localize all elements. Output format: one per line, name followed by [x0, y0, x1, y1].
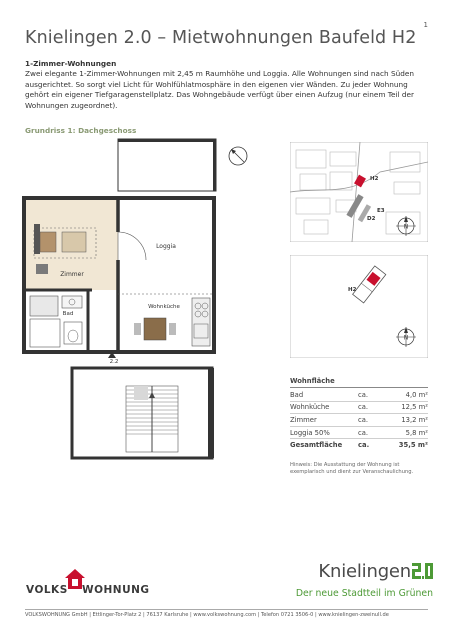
approx: ca.: [358, 403, 369, 412]
total-label: Gesamtfläche: [290, 441, 343, 450]
footer-contact: VOLKSWOHNUNG GmbH | Ettlinger-Tor-Platz 2 | 76137 Karlsruhe | www.volkswohnung.com | Telefon 0721 3506-0 | www.knielingen-zweinull.de: [25, 612, 389, 618]
north-compass-icon: [229, 147, 247, 165]
room-area: 12,5 m²: [401, 403, 428, 412]
room-area: 4,0 m²: [405, 390, 428, 399]
building-plan: [290, 255, 428, 358]
site-label-h2: H2: [370, 176, 379, 182]
stair-core: [72, 368, 212, 458]
site-plan: [290, 142, 428, 242]
area-table: [290, 377, 428, 451]
knielingen-logo: [283, 561, 433, 605]
floor-plan: [22, 136, 257, 460]
area-table-title: Wohnfläche: [290, 377, 428, 388]
approx: ca.: [358, 428, 369, 437]
room-name: Zimmer: [290, 415, 317, 424]
room-label-bad: Bad: [62, 311, 74, 317]
room-area: 5,8 m²: [405, 428, 428, 437]
table-row: [290, 427, 428, 440]
total-area: 35,5 m²: [398, 441, 428, 450]
page-title: Knielingen 2.0 – Mietwohnungen Baufeld H2: [25, 28, 417, 48]
north-label: N: [403, 223, 409, 231]
table-row-total: [290, 439, 428, 451]
approx: ca.: [358, 441, 370, 450]
brand-tagline: Der neue Stadtteil im Grünen: [295, 588, 433, 599]
north-label: N: [403, 334, 409, 342]
room-area: 13,2 m²: [401, 415, 428, 424]
approx: ca.: [358, 390, 369, 399]
approx: ca.: [358, 415, 369, 424]
page-number: 1: [423, 21, 428, 29]
footer-divider: [25, 609, 428, 610]
room-name: Bad: [290, 390, 304, 399]
logo-mark-2-0: [412, 563, 433, 579]
room-name: Wohnküche: [290, 403, 330, 412]
room-name: Loggia 50%: [290, 428, 330, 437]
site-label-d2: D2: [367, 216, 376, 222]
section-subtitle: 1-Zimmer-Wohnungen: [25, 59, 117, 68]
logo-text-wohnung: WOHNUNG: [82, 584, 150, 596]
room-label-zimmer: Zimmer: [60, 271, 84, 278]
building-label-h2: H2: [348, 287, 357, 293]
balcony-outline: [118, 139, 216, 191]
table-row: [290, 389, 428, 402]
unit-label: 2.2: [109, 359, 119, 365]
room-label-wohnkueche: Wohnküche: [148, 304, 180, 310]
brand-name: Knielingen: [318, 561, 411, 582]
table-row: [290, 414, 428, 427]
disclaimer-note: Hinweis: Die Ausstattung der Wohnung ist exemplarisch und dient zur Veranschaulichung.: [290, 462, 414, 476]
table-row: [290, 402, 428, 415]
room-label-loggia: Loggia: [156, 243, 176, 250]
site-label-e3: E3: [377, 208, 385, 214]
volkswohnung-logo: [26, 565, 150, 607]
description-paragraph: Zwei elegante 1-Zimmer-Wohnungen mit 2,45 m Raumhöhe und Loggia. Alle Wohnungen sind nach Süden ausgerichtet. So sorgt viel Licht für Wohlfühlatmosphäre in den eigenen vier Wänden. Zu jeder Wohnung gehört ein eigener Tiefgaragenstellplatz. Das Wohngebäude verfügt über einen Aufzug (nur einem Teil der Wohnungen zugeordnet).: [25, 69, 414, 110]
logo-text-volks: VOLKS: [26, 584, 68, 596]
plan-caption: Grundriss 1: Dachgeschoss: [25, 126, 137, 135]
